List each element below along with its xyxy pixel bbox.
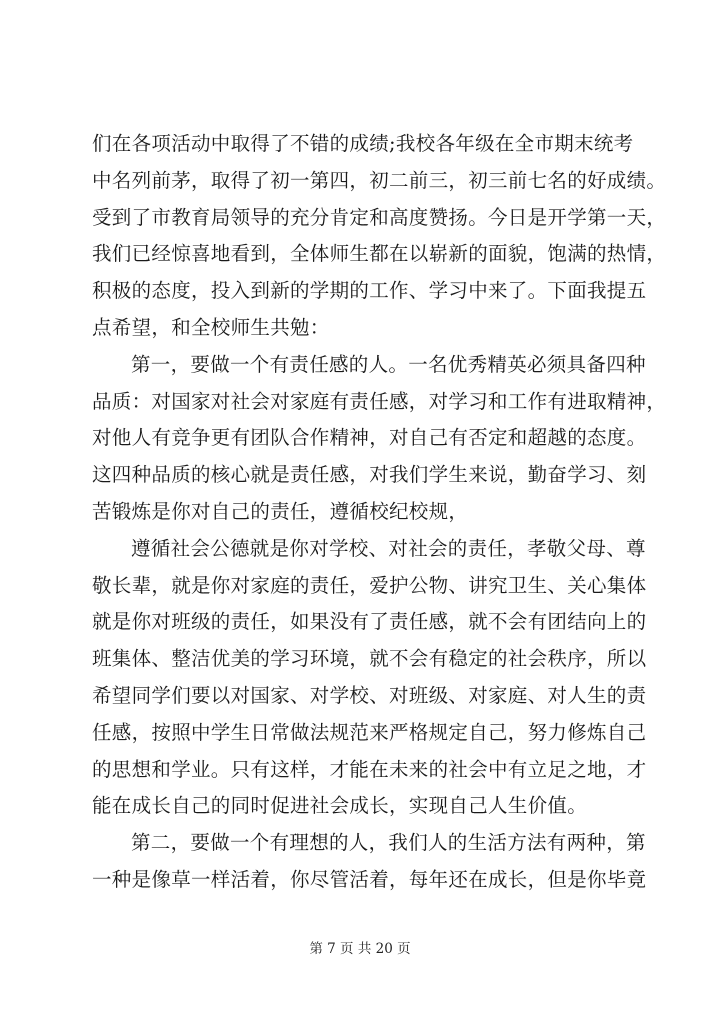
text-line: 对他人有竞争更有团队合作精神，对自己有否定和超越的态度。 xyxy=(92,426,647,450)
text-line: 我们已经惊喜地看到，全体师生都在以崭新的面貌，饱满的热情， xyxy=(92,242,667,266)
text-line: 积极的态度，投入到新的学期的工作、学习中来了。下面我提五 xyxy=(92,279,647,303)
text-line: 第二，要做一个有理想的人，我们人的生活方法有两种，第 xyxy=(131,831,646,855)
text-line: 任感，按照中学生日常做法规范来严格规定自己，努力修炼自己 xyxy=(92,720,647,744)
text-line: 的思想和学业。只有这样，才能在未来的社会中有立足之地，才 xyxy=(92,757,647,781)
text-line: 能在成长自己的同时促进社会成长，实现自己人生价值。 xyxy=(92,794,588,818)
text-line: 第一，要做一个有责任感的人。一名优秀精英必须具备四种 xyxy=(131,352,646,376)
text-line: 班集体、整洁优美的学习环境，就不会有稳定的社会秩序，所以 xyxy=(92,647,647,671)
text-line: 遵循社会公德就是你对学校、对社会的责任，孝敬父母、尊 xyxy=(131,536,646,560)
document-body xyxy=(92,126,667,899)
text-line: 们在各项活动中取得了不错的成绩;我校各年级在全市期末统考 xyxy=(92,132,634,155)
text-line: 点希望，和全校师生共勉： xyxy=(92,315,330,339)
text-line: 敬长辈，就是你对家庭的责任，爱护公物、讲究卫生、关心集体 xyxy=(92,573,647,597)
text-line: 就是你对班级的责任，如果没有了责任感，就不会有团结向上的 xyxy=(92,610,647,634)
text-line: 一种是像草一样活着，你尽管活着，每年还在成长，但是你毕竟 xyxy=(92,867,647,891)
text-line: 中名列前茅，取得了初一第四，初二前三，初三前七名的好成绩。 xyxy=(92,168,667,192)
text-line: 品质：对国家对社会对家庭有责任感，对学习和工作有进取精神， xyxy=(92,389,667,413)
text-line: 受到了市教育局领导的充分肯定和高度赞扬。今日是开学第一天， xyxy=(92,205,667,229)
text-line: 这四种品质的核心就是责任感，对我们学生来说，勤奋学习、刻 xyxy=(92,463,647,487)
text-line: 苦锻炼是你对自己的责任，遵循校纪校规， xyxy=(92,499,469,523)
text-line: 希望同学们要以对国家、对学校、对班级、对家庭、对人生的责 xyxy=(92,683,647,707)
page-footer: 第 7 页 共 20 页 xyxy=(309,941,411,957)
